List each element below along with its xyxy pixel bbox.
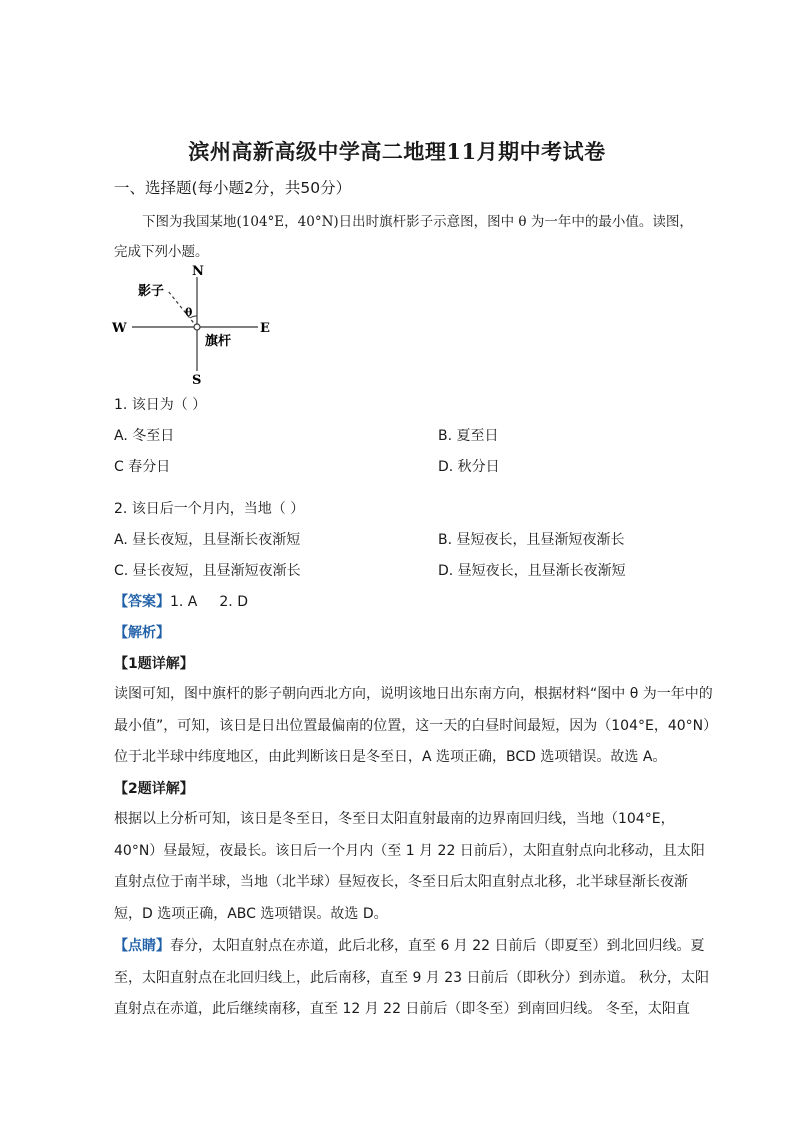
south-label: S <box>192 373 202 388</box>
q2-option-c: C. 昼长夜短，且昼渐短夜渐长 <box>114 563 301 579</box>
west-label: W <box>112 321 127 336</box>
q1-option-b: B. 夏至日 <box>438 428 499 444</box>
tip-label: 【点睛】 <box>114 938 170 954</box>
detail-1-text: 读图可知，图中旗杆的影子朝向西北方向，说明该地日出东南方向，根据材料“图中 θ 为一年中的最小值”，可知，该日是日出位置最偏南的位置，这一天的白昼时间最短，因为（104°E，40°N）位于北半球中纬度地区，由此判断该日是冬至日，A 选项正确，BCD 选项错误。故选 A。 <box>114 686 713 765</box>
answer-line <box>114 591 248 611</box>
q2-option-d: D. 昼短夜长，且昼渐长夜渐短 <box>438 563 626 579</box>
tip-text: 春分，太阳直射点在赤道，此后北移，直至 6 月 22 日前后（即夏至）到北回归线。夏至，太阳直射点在北回归线上，此后南移，直至 9 月 23 日前后（即秋分）到赤道。 秋分，太阳直射点在赤道，此后继续南移，直至 12 月 22 日前后（即冬至）到南回归线。 冬至，太阳直 <box>114 938 709 1017</box>
answer-2: 2. D <box>219 594 248 610</box>
flagpole-label: 旗杆 <box>205 334 232 349</box>
q1-option-a: A. 冬至日 <box>114 428 175 444</box>
shadow-line <box>168 291 197 327</box>
q1-option-d: D. 秋分日 <box>438 459 500 475</box>
detail-1-heading: 【1题详解】 <box>114 656 194 672</box>
question-intro: 下图为我国某地(104°E，40°N)日出时旗杆影子示意图，图中 θ 为一年中的最小值。读图，完成下列小题。 <box>114 214 693 260</box>
flagpole-point <box>194 324 200 330</box>
detail-2-heading: 【2题详解】 <box>114 781 194 797</box>
q1-option-c: C 春分日 <box>114 459 171 475</box>
answer-1: 1. A <box>170 594 198 610</box>
analysis-label: 【解析】 <box>114 625 170 641</box>
page-title: 滨州高新高级中学高二地理11月期中考试卷 <box>188 139 606 164</box>
north-label: N <box>192 264 204 279</box>
detail-2-text: 根据以上分析可知，该日是冬至日，冬至日太阳直射最南的边界南回归线，当地（104°E，40°N）昼最短，夜最长。该日后一个月内（至 1 月 22 日前后），太阳直射点向北移动，且太阳直射点位于南半球，当地（北半球）昼短夜长，冬至日后太阳直射点北移，北半球昼渐长夜渐短，D 选项正确，ABC 选项错误。故选 D。 <box>114 811 705 922</box>
shadow-label: 影子 <box>138 284 165 299</box>
q2-option-a: A. 昼长夜短，且昼渐长夜渐短 <box>114 532 301 548</box>
flagpole-shadow-diagram <box>110 263 280 388</box>
east-label: E <box>260 321 270 336</box>
q2-option-b: B. 昼短夜长，且昼渐短夜渐长 <box>438 532 625 548</box>
answer-label: 【答案】 <box>114 594 170 610</box>
question-1-stem: 1. 该日为（ ） <box>114 397 207 413</box>
section-heading: 一、选择题(每小题2分，共50分） <box>114 179 352 197</box>
tip-paragraph <box>114 931 714 1026</box>
question-2-stem: 2. 该日后一个月内，当地（ ） <box>114 501 305 517</box>
theta-label: θ <box>185 306 193 319</box>
